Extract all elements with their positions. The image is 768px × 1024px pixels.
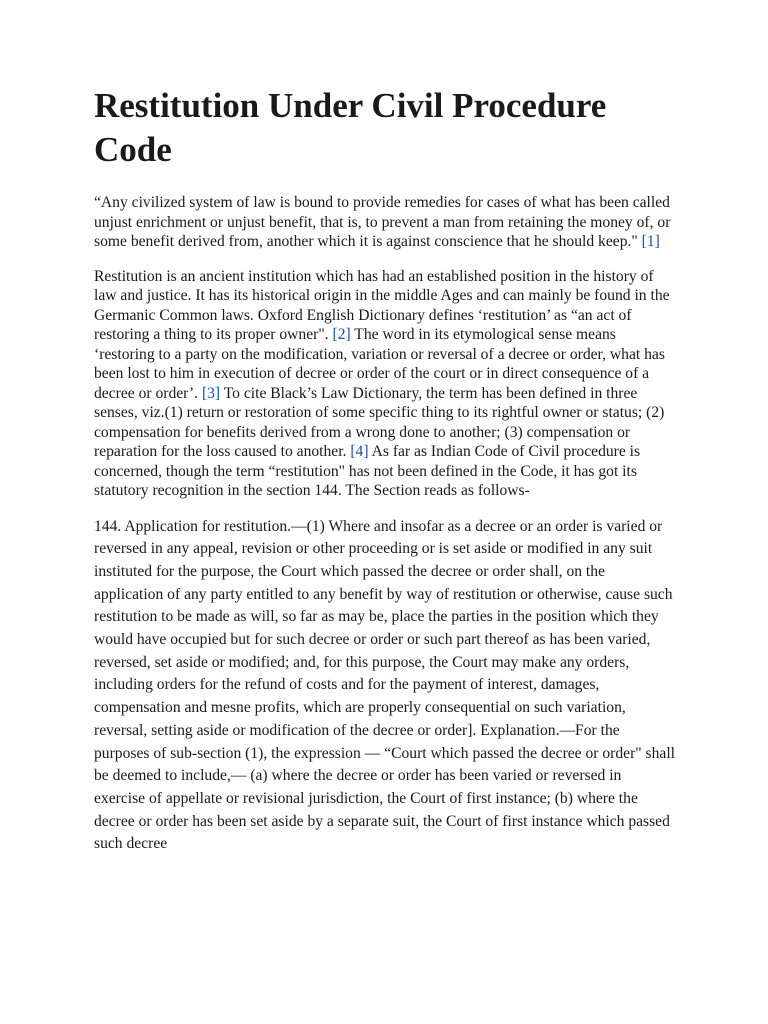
page-title: Restitution Under Civil Procedure Code [94,86,607,169]
intro-quote-paragraph [94,193,676,252]
footnote-link-3[interactable]: [3] [201,384,221,402]
history-text-2: The word in its etymological sense means ‘restoring to a party on the modification, variation or reversal of a decree or order, what has been lost to him in execution of decree or order of the court or in direct consequence of a decree or order’. [94,326,665,402]
history-text-1: Restitution is an ancient institution which has had an established position in the history of law and justice. It has its historical origin in the middle Ages and can mainly be found in the Germanic Common laws. Oxford English Dictionary defines ‘restitution’ as “an act of restoring a thing to its proper owner". [94,267,670,343]
intro-quote-text: “Any civilized system of law is bound to provide remedies for cases of what has been called unjust enrichment or unjust benefit, that is, to prevent a man from retaining the money of, or some benefit derived from, another which it is against conscience that he should keep." [94,194,671,250]
section-144-paragraph: 144. Application for restitution.—(1) Where and insofar as a decree or an order is varied or reversed in any appeal, revision or other proceeding or is set aside or modified in any suit instituted for the purpose, the Court which passed the decree or order shall, on the application of any party entitled to any benefit by way of restitution or otherwise, cause such restitution to be made as will, so far as may be, place the parties in the position which they would have occupied but for such decree or order or such part thereof as has been varied, reversed, set aside or modified; and, for this purpose, the Court may make any orders, including orders for the refund of costs and for the payment of interest, damages, compensation and mesne profits, which are properly consequential on such variation, reversal, setting aside or modification of the decree or order]. Explanation.—For the purposes of sub-section (1), the expression — “Court which passed the decree or order" shall be deemed to include,— (a) where the decree or order has been varied or reversed in exercise of appellate or revisional jurisdiction, the Court of first instance; (b) where the decree or order has been set aside by a separate suit, the Court of first instance which passed such decree [94,517,676,853]
footnote-link-1[interactable]: [1] [641,233,660,250]
footnote-link-2[interactable]: [2] [332,326,351,343]
history-text-3: To cite Black’s Law Dictionary, the term has been defined in three senses, viz.(1) return or restoration of some specific thing to its rightful owner or status; (2) compensation for benefits derived from a wrong done to another; (3) compensation or reparation for the loss caused to another. [94,384,665,460]
history-text-4: As far as Indian Code of Civil procedure is concerned, though the term “restitution" has not been defined in the Code, it has got its statutory recognition in the section 144. The Section reads as follows- [94,443,641,499]
footnote-link-4[interactable]: [4] [350,443,369,460]
document-page [94,84,676,856]
history-paragraph [94,267,676,501]
